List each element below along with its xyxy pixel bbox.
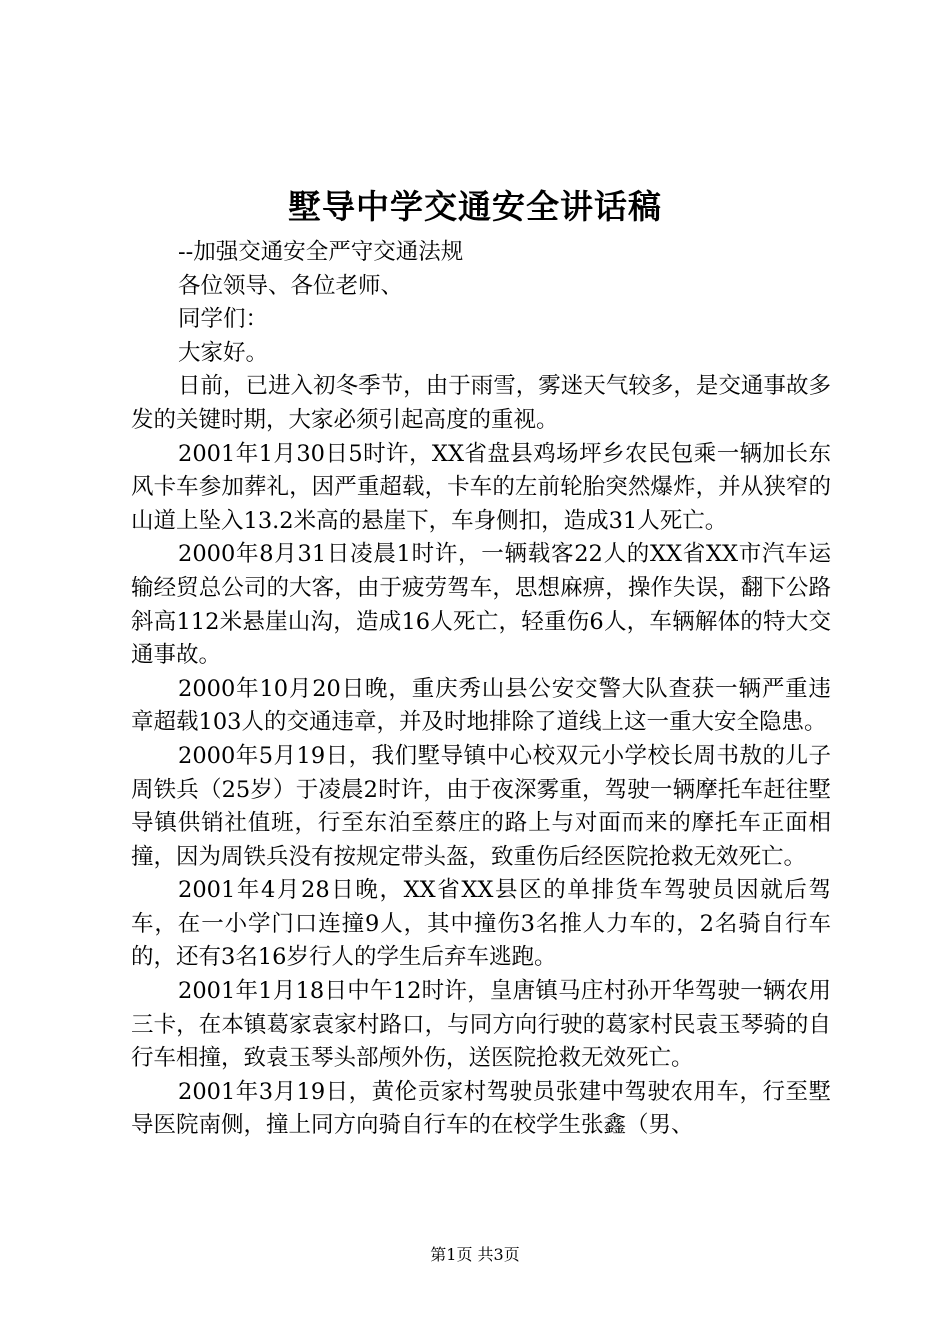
subtitle: --加强交通安全严守交通法规 — [178, 239, 464, 265]
paragraph: 2000年8月31日凌晨1时许，一辆载客22人的XX省XX市汽车运输经贸总公司的大客，由于疲劳驾车，思想麻痹，操作失误，翻下公路斜高112米悬崖山沟，造成16人死亡，轻重伤6人，车辆解体的特大交通事故。 — [131, 541, 831, 669]
document-title: 墅导中学交通安全讲话稿 — [288, 187, 662, 226]
paragraph: 2001年3月19日，黄伦贡家村驾驶员张建中驾驶农用车，行至墅导医院南侧，撞上同方向骑自行车的在校学生张鑫（男、 — [131, 1078, 831, 1139]
salutation-line-2: 同学们： — [178, 306, 269, 333]
salutation-line-1: 各位领导、各位老师、 — [178, 272, 404, 299]
paragraph: 2000年10月20日晚，重庆秀山县公安交警大队查获一辆严重违章超载103人的交通违章，并及时地排除了道线上这一重大安全隐患。 — [131, 675, 831, 736]
paragraph: 2001年4月28日晚，XX省XX县区的单排货车驾驶员因就后驾车，在一小学门口连撞9人，其中撞伤3名推人力车的，2名骑自行车的，还有3名16岁行人的学生后弃车逃跑。 — [131, 877, 831, 971]
paragraph: 日前，已进入初冬季节，由于雨雪，雾迷天气较多，是交通事故多发的关键时期，大家必须引起高度的重视。 — [131, 373, 831, 433]
paragraph: 2000年5月19日，我们墅导镇中心校双元小学校长周书敖的儿子周铁兵（25岁）于凌晨2时许，由于夜深雾重，驾驶一辆摩托车赶往墅导镇供销社值班，行至东泊至蔡庄的路上与对面而来的摩托车正面相撞，因为周铁兵没有按规定带头盔，致重伤后经医院抢救无效死亡。 — [131, 742, 831, 870]
greeting: 大家好。 — [178, 339, 269, 366]
paragraph: 2001年1月30日5时许，XX省盘县鸡场坪乡农民包乘一辆加长东风卡车参加葬礼，因严重超载，卡车的左前轮胎突然爆炸，并从狭窄的山道上坠入13.2米高的悬崖下，车身侧扣，造成31人死亡。 — [131, 440, 831, 534]
document-body — [131, 236, 831, 1143]
page-footer: 第1页 共3页 — [430, 1245, 520, 1264]
paragraph: 2001年1月18日中午12时许，皇唐镇马庄村孙开华驾驶一辆农用三卡，在本镇葛家袁家村路口，与同方向行驶的葛家村民袁玉琴骑的自行车相撞，致袁玉琴头部颅外伤，送医院抢救无效死亡。 — [131, 978, 831, 1072]
